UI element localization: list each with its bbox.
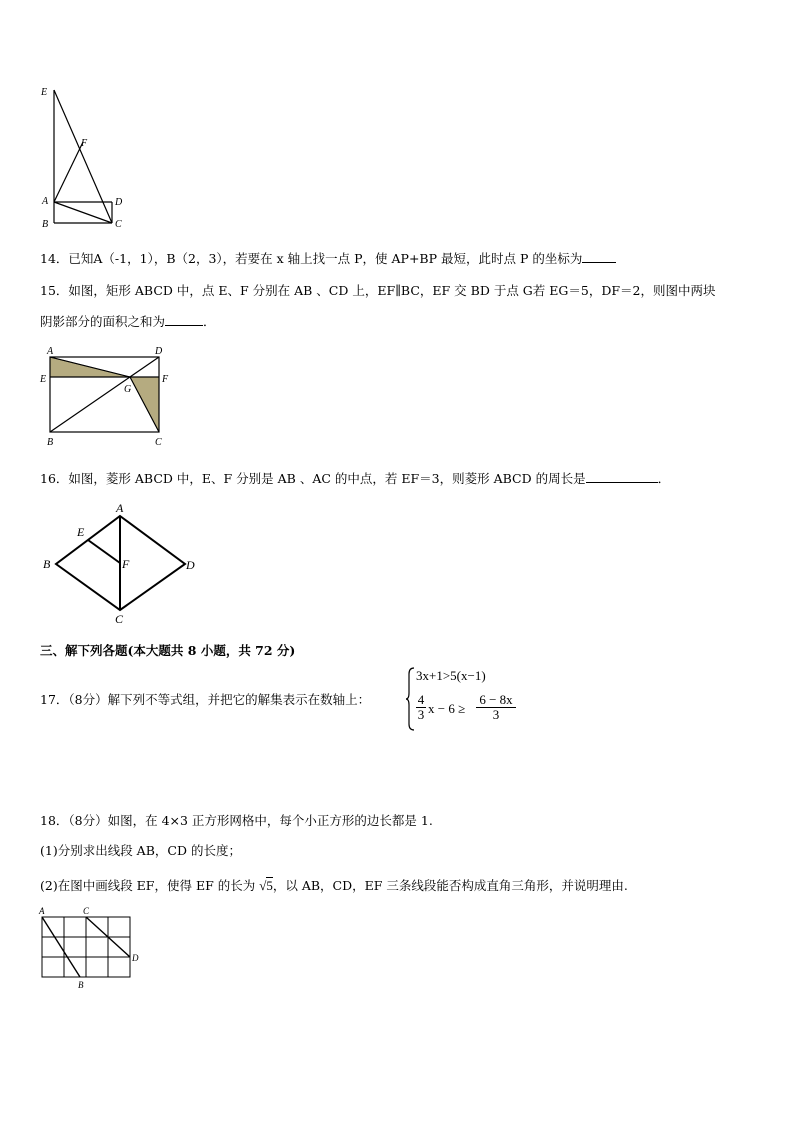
fraction-numerator: 6 − 8x bbox=[476, 693, 516, 708]
answer-blank-15[interactable] bbox=[165, 313, 203, 326]
label-C: C bbox=[83, 906, 90, 916]
q18-grid-figure bbox=[36, 905, 146, 995]
label-A: A bbox=[47, 346, 54, 357]
q13-figure bbox=[38, 82, 128, 232]
label-E: E bbox=[40, 374, 47, 385]
label-B: B bbox=[47, 437, 54, 448]
question-18-line3-a: (2)在图中画线段 EF，使得 EF 的长为 bbox=[40, 878, 256, 893]
left-brace bbox=[406, 666, 416, 732]
label-B: B bbox=[78, 980, 84, 990]
question-15-line2-text: 阴影部分的面积之和为 bbox=[40, 314, 166, 329]
inequality-1: 3x+1>5(x−1) bbox=[416, 668, 486, 683]
label-F: F bbox=[81, 138, 88, 149]
inequality-2-middle: x − 6 ≥ bbox=[428, 701, 466, 716]
question-18-line3-b: ，以 AB，CD，EF 三条线段能否构成直角三角形，并说明理由. bbox=[272, 878, 628, 893]
fraction-6-8x-3 bbox=[476, 693, 516, 722]
fraction-denominator: 3 bbox=[492, 707, 500, 722]
question-16 bbox=[40, 470, 670, 487]
label-E: E bbox=[77, 525, 85, 539]
label-B: B bbox=[42, 219, 49, 230]
q16-figure bbox=[36, 500, 206, 630]
label-C: C bbox=[155, 437, 162, 448]
question-18-line3 bbox=[40, 878, 628, 894]
question-14-text: 14．已知A（-1，1），B（2，3），若要在 x 轴上找一点 P，使 AP+BP 最短，此时点 P 的坐标为 bbox=[40, 251, 583, 266]
segment-AB bbox=[42, 917, 80, 977]
label-E: E bbox=[41, 87, 48, 98]
answer-blank-16[interactable] bbox=[586, 470, 658, 483]
label-F: F bbox=[162, 374, 169, 385]
label-D: D bbox=[115, 197, 123, 208]
question-18-line1: 18．（8分）如图，在 4×3 正方形网格中，每个小正方形的边长都是 1. bbox=[40, 813, 433, 828]
fraction-numerator: 4 bbox=[417, 692, 425, 707]
label-C: C bbox=[115, 612, 124, 626]
label-D: D bbox=[186, 558, 195, 572]
question-15-line1: 15．如图，矩形 ABCD 中，点 E、F 分别在 AB 、CD 上，EF∥BC，EF 交 BD 于点 G若 EG＝5，DF＝2，则图中两块 bbox=[40, 283, 716, 298]
question-17-text: 17．（8分）解下列不等式组，并把它的解集表示在数轴上： bbox=[40, 692, 371, 707]
question-16-text: 16．如图，菱形 ABCD 中，E、F 分别是 AB 、AC 的中点，若 EF＝3，则菱形 ABCD 的周长是 bbox=[40, 471, 586, 486]
label-G: G bbox=[124, 384, 132, 395]
q15-figure bbox=[36, 345, 176, 450]
question-15-line2 bbox=[40, 313, 216, 330]
label-A: A bbox=[39, 906, 45, 916]
question-16-end: ． bbox=[657, 471, 671, 486]
label-B: B bbox=[43, 557, 51, 571]
inequality-system bbox=[406, 666, 526, 732]
section-3-title: 三、解下列各题(本大题共 8 小题，共 72 分) bbox=[40, 643, 296, 658]
label-C: C bbox=[115, 219, 122, 230]
question-15-end: ． bbox=[203, 314, 216, 329]
label-D: D bbox=[155, 346, 163, 357]
sqrt-value: 5 bbox=[266, 878, 273, 893]
answer-blank-14[interactable] bbox=[582, 250, 616, 263]
label-A: A bbox=[116, 501, 124, 515]
fraction-denominator: 3 bbox=[417, 707, 425, 722]
question-18-line2: (1)分别求出线段 AB，CD 的长度； bbox=[40, 843, 241, 858]
fraction-4-3 bbox=[416, 693, 426, 722]
label-F: F bbox=[122, 557, 130, 571]
label-D: D bbox=[132, 953, 139, 963]
label-A: A bbox=[42, 196, 49, 207]
question-14 bbox=[40, 250, 616, 267]
sqrt-symbol: √5 bbox=[259, 878, 273, 893]
